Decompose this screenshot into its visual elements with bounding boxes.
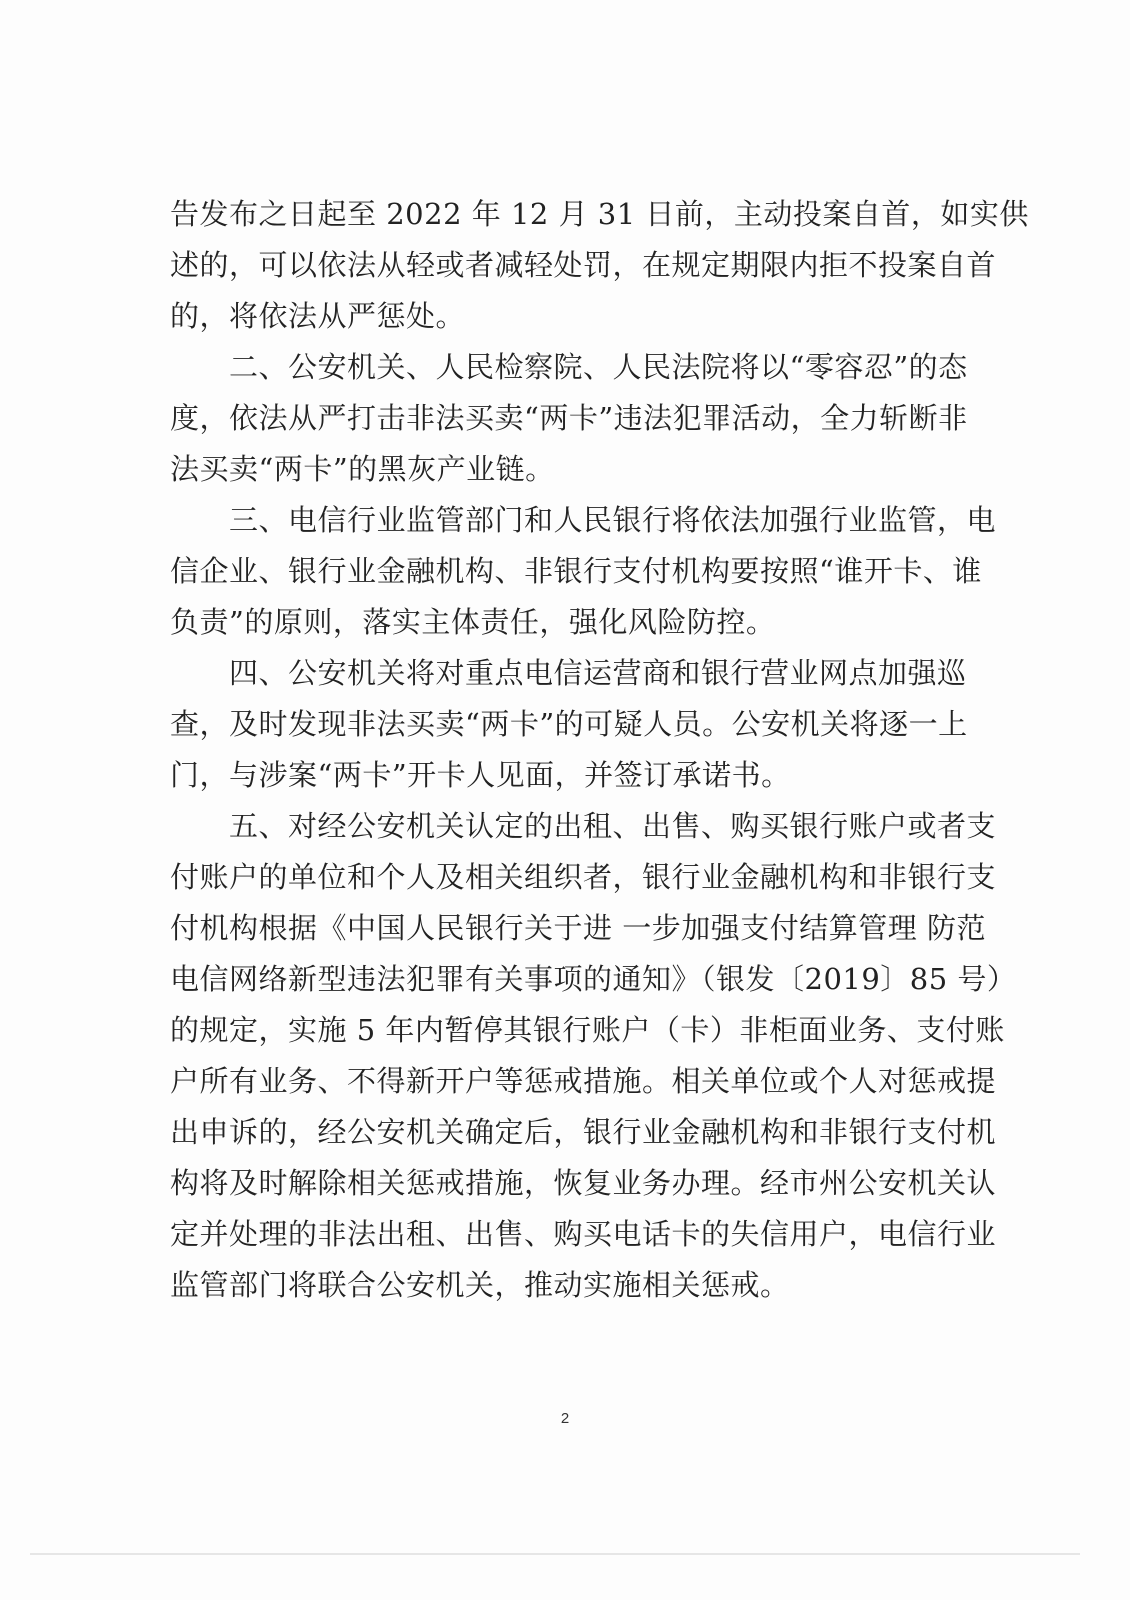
text-line: 告发布之日起至 2022 年 12 月 31 日前，主动投案自首，如实供 <box>170 197 1029 231</box>
text-line: 三、电信行业监管部门和人民银行将依法加强行业监管，电 <box>170 503 997 537</box>
text-line: 门，与涉案“两卡”开卡人见面，并签订承诺书。 <box>170 758 791 792</box>
text-line: 付机构根据《中国人民银行关于进 一步加强支付结算管理 防范 <box>170 911 986 945</box>
text-line: 监管部门将联合公安机关，推动实施相关惩戒。 <box>170 1268 790 1302</box>
scan-edge-divider <box>30 1553 1080 1555</box>
text-line: 度，依法从严打击非法买卖“两卡”违法犯罪活动，全力斩断非 <box>170 401 968 435</box>
text-line: 负责”的原则，落实主体责任，强化风险防控。 <box>170 605 776 639</box>
text-line: 述的，可以依法从轻或者减轻处罚，在规定期限内拒不投案自首 <box>170 248 997 282</box>
text-line: 定并处理的非法出租、出售、购买电话卡的失信用户，电信行业 <box>170 1217 997 1251</box>
page-number: 2 <box>560 1410 570 1427</box>
text-line: 二、公安机关、人民检察院、人民法院将以“零容忍”的态 <box>170 350 968 384</box>
text-line: 户所有业务、不得新开户等惩戒措施。相关单位或个人对惩戒提 <box>170 1064 997 1098</box>
text-line: 的，将依法从严惩处。 <box>170 299 466 333</box>
text-line: 构将及时解除相关惩戒措施，恢复业务办理。经市州公安机关认 <box>170 1166 997 1200</box>
text-line: 电信网络新型违法犯罪有关事项的通知》（银发〔2019〕85 号） <box>170 962 1017 996</box>
text-line: 四、公安机关将对重点电信运营商和银行营业网点加强巡 <box>170 656 967 690</box>
text-line: 法买卖“两卡”的黑灰产业链。 <box>170 452 555 486</box>
text-line: 查，及时发现非法买卖“两卡”的可疑人员。公安机关将逐一上 <box>170 707 968 741</box>
text-line: 的规定，实施 5 年内暂停其银行账户（卡）非柜面业务、支付账 <box>170 1013 1005 1047</box>
text-line: 出申诉的，经公安机关确定后，银行业金融机构和非银行支付机 <box>170 1115 997 1149</box>
text-line: 付账户的单位和个人及相关组织者，银行业金融机构和非银行支 <box>170 860 997 894</box>
text-line: 信企业、银行业金融机构、非银行支付机构要按照“谁开卡、谁 <box>170 554 982 588</box>
text-line: 五、对经公安机关认定的出租、出售、购买银行账户或者支 <box>170 809 997 843</box>
